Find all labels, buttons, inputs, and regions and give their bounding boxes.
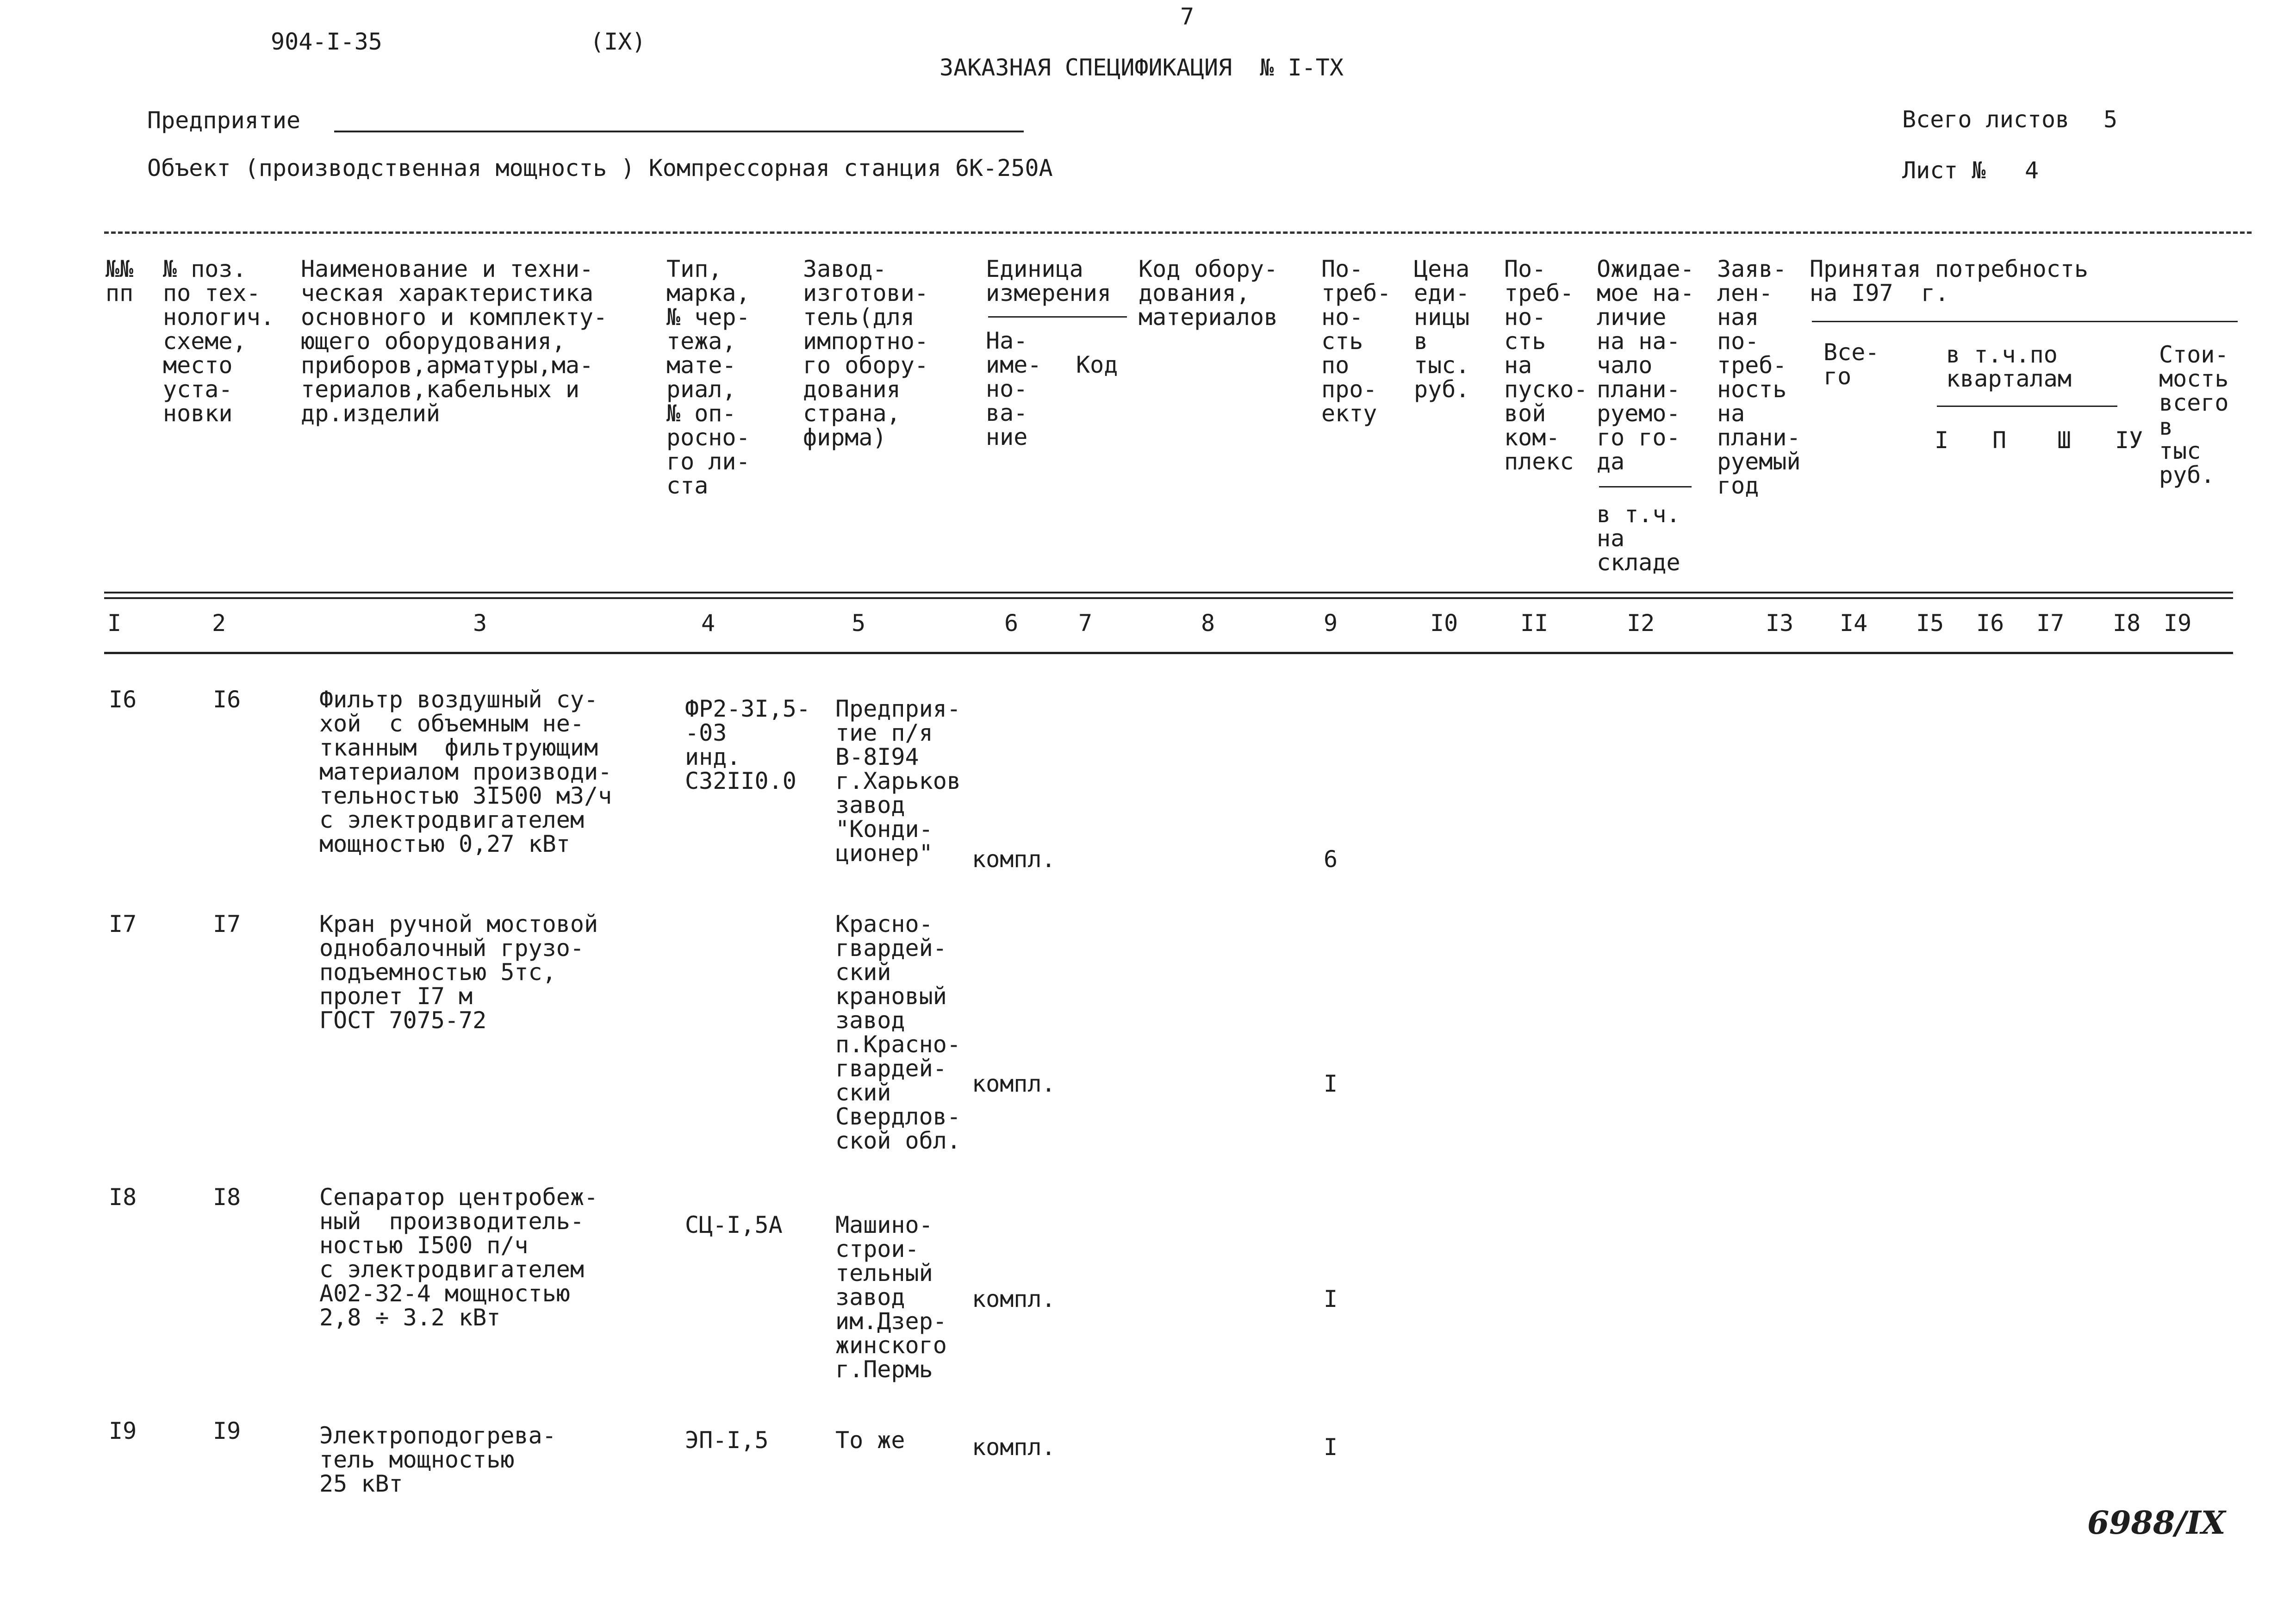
- col-number-7: 7: [1078, 610, 1093, 637]
- col-number-19: I9: [2164, 610, 2192, 637]
- col-number-9: 9: [1324, 610, 1338, 637]
- col-number-1: I: [107, 610, 122, 637]
- row2-maker: Красно- гвардей- ский крановый завод п.Красно- гвардей- ский Свердлов- ской обл.: [835, 911, 961, 1154]
- col-header-9: По- треб- но- сть по про- екту: [1321, 256, 1391, 427]
- row4-pos: I9: [213, 1418, 241, 1444]
- table-top-rule: [104, 231, 2252, 234]
- row2-num: I7: [109, 911, 137, 937]
- row3-maker: Машино- строи- тельный завод им.Дзер- жинского г.Пермь: [835, 1212, 947, 1383]
- col-number-17: I7: [2036, 610, 2065, 637]
- col-number-16: I6: [1976, 610, 2004, 637]
- col-number-10: I0: [1430, 610, 1458, 637]
- row4-unit: компл.: [972, 1434, 1056, 1461]
- col-header-7: Код: [1076, 351, 1118, 378]
- col-number-3: 3: [473, 610, 487, 637]
- archive-mark: 6988/IX: [2087, 1505, 2226, 1542]
- col-header-11: По- треб- но- сть на пуско- вой ком- плекс: [1504, 256, 1588, 475]
- enterprise-label: Предприятие: [147, 107, 301, 134]
- col-header-12: Ожидае- мое на- личие на на- чало плани- руемо- го го- да: [1597, 256, 1694, 475]
- units-group-rule: [988, 316, 1127, 318]
- row1-unit: компл.: [972, 846, 1056, 873]
- row1-qty: 6: [1324, 846, 1338, 873]
- col-number-13: I3: [1766, 610, 1794, 637]
- col-header-14: Все- го: [1823, 339, 1879, 390]
- col-header-quarters-group: в т.ч.по кварталам: [1946, 341, 2072, 392]
- col-header-1: №№ пп: [106, 256, 134, 306]
- col-number-2: 2: [212, 610, 226, 637]
- enterprise-field-line: [334, 131, 1024, 132]
- row3-qty: I: [1324, 1286, 1338, 1312]
- row3-pos: I8: [213, 1184, 241, 1211]
- row4-num: I9: [109, 1418, 137, 1444]
- row1-pos: I6: [213, 686, 241, 713]
- row4-maker: То же: [835, 1427, 905, 1454]
- col-header-18: IУ: [2115, 427, 2143, 454]
- col-number-18: I8: [2113, 610, 2141, 637]
- row2-pos: I7: [213, 911, 241, 937]
- col-header-13: Заяв- лен- ная по- треб- ность на плани- руемый год: [1717, 256, 1801, 499]
- row1-num: I6: [109, 686, 137, 713]
- col-number-14: I4: [1840, 610, 1868, 637]
- object-line: Объект (производственная мощность ) Компрессорная станция 6К-250А: [147, 155, 1053, 181]
- quarters-group-rule: [1937, 406, 2117, 407]
- page-title: ЗАКАЗНАЯ СПЕЦИФИКАЦИЯ № I-TX: [940, 54, 1344, 81]
- row1-maker: Предприя- тие п/я В-8I94 г.Харьков завод "Конди- ционер": [835, 695, 961, 867]
- col-header-5: Завод- изготови- тель(для импортно- го обору- дования страна, фирма): [803, 256, 928, 451]
- row1-name: Фильтр воздушный су- хой с объемным не- тканным фильтрующим материалом производи- тельностью 3I500 м3/ч с электродвигателем мощностью 0,27 кВт: [319, 686, 612, 857]
- row1-type: ФР2-3I,5- -03 инд. С32II0.0: [685, 695, 810, 794]
- document-code: 904-I-35: [271, 28, 382, 55]
- row3-unit: компл.: [972, 1286, 1056, 1312]
- row4-type: ЭП-I,5: [685, 1427, 769, 1454]
- column-number-bottom-rule: [104, 652, 2233, 654]
- row2-qty: I: [1324, 1070, 1338, 1097]
- row4-name: Электроподогрева- тель мощностью 25 кВт: [319, 1422, 556, 1497]
- col-header-16: П: [1992, 427, 2007, 454]
- col-header-units-group: Единица измерения: [986, 256, 1111, 306]
- col-header-15: I: [1935, 427, 1949, 454]
- col-header-2: № поз. по тех- нологич. схеме, место уста- новки: [163, 256, 274, 427]
- sheet-label: Лист №: [1902, 157, 1986, 184]
- page-number: 7: [1180, 3, 1195, 30]
- col-number-11: II: [1520, 610, 1549, 637]
- col-header-accepted-group: Принятая потребность на I97 г.: [1810, 256, 2089, 306]
- accepted-group-rule: [1812, 321, 2238, 322]
- col-header-19: Стои- мость всего в тыс руб.: [2159, 341, 2229, 488]
- row4-qty: I: [1324, 1434, 1338, 1461]
- col-number-4: 4: [701, 610, 716, 637]
- row3-name: Сепаратор центробеж- ный производитель- ностью I500 п/ч с электродвигателем А02-32-4 мощностью 2,8 ÷ 3.2 кВт: [319, 1184, 598, 1331]
- col12-sub-rule: [1599, 486, 1692, 487]
- total-sheets-value: 5: [2103, 106, 2118, 133]
- row3-num: I8: [109, 1184, 137, 1211]
- col-number-12: I2: [1627, 610, 1655, 637]
- col-header-6: На- име- но- ва- ние: [986, 327, 1042, 450]
- col-number-5: 5: [852, 610, 866, 637]
- col-number-8: 8: [1201, 610, 1215, 637]
- volume-label: (IX): [590, 28, 646, 55]
- header-bottom-rule: [104, 592, 2233, 599]
- row2-unit: компл.: [972, 1070, 1056, 1097]
- col-header-12-stock: в т.ч. на складе: [1597, 501, 1680, 576]
- total-sheets-label: Всего листов: [1902, 106, 2070, 133]
- col-header-4: Тип, марка, № чер- тежа, мате- риал, № оп- росно- го ли- ста: [666, 256, 750, 499]
- col-header-17: Ш: [2057, 427, 2072, 454]
- col-header-10: Цена еди- ницы в тыс. руб.: [1414, 256, 1470, 403]
- col-number-6: 6: [1004, 610, 1019, 637]
- col-header-8: Код обору- дования, материалов: [1139, 256, 1278, 331]
- sheet-value: 4: [2025, 157, 2039, 184]
- col-number-15: I5: [1916, 610, 1944, 637]
- row2-name: Кран ручной мостовой однобалочный грузо- подъемностью 5тс, пролет I7 м ГОСТ 7075-72: [319, 911, 598, 1034]
- row3-type: СЦ-I,5А: [685, 1212, 783, 1238]
- col-header-3: Наименование и техни- ческая характеристика основного и комплекту- ющего оборудования, приборов,арматуры,ма- териалов,кабельных и др.изделий: [301, 256, 608, 427]
